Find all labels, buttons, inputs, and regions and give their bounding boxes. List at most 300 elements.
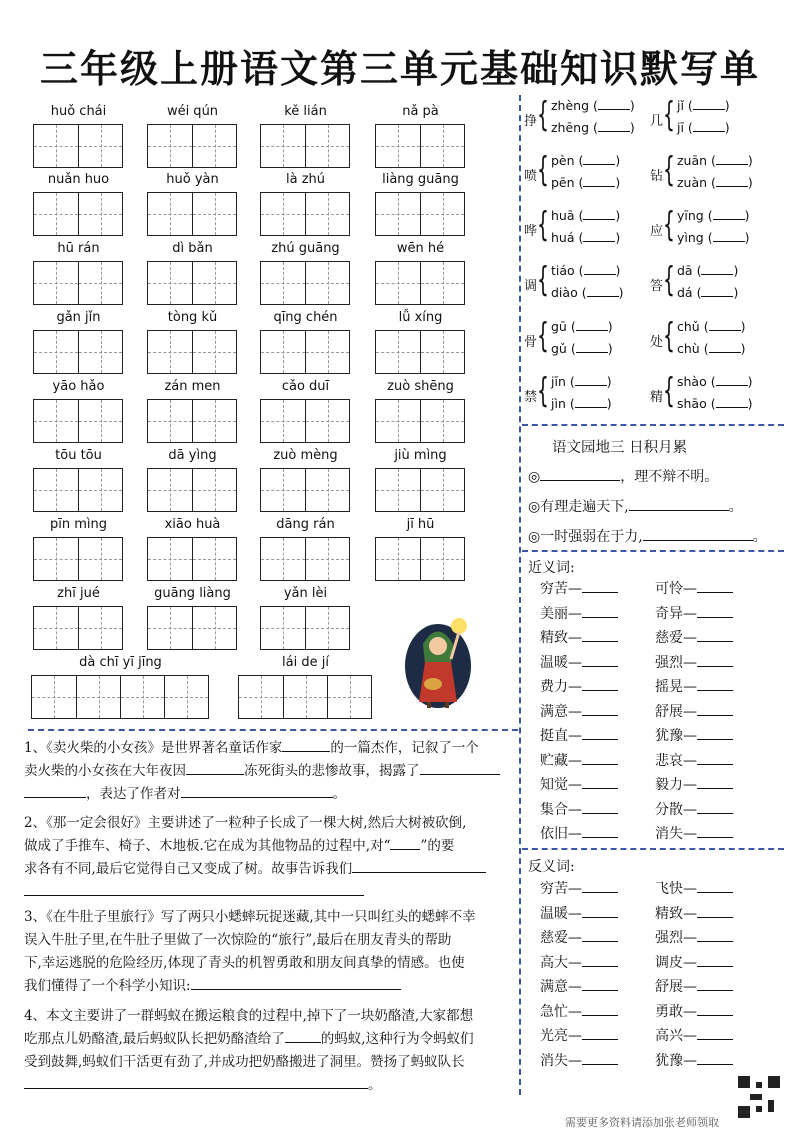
q1-text: 冻死街头的悲惨故事，揭露了 — [244, 763, 420, 779]
writing-cell[interactable] — [305, 125, 349, 167]
answer-blank[interactable] — [582, 677, 618, 691]
writing-cell[interactable] — [148, 400, 192, 442]
word-pair — [655, 976, 733, 996]
answer-blank[interactable] — [582, 1002, 618, 1016]
answer-blank[interactable] — [693, 97, 725, 110]
character-cells — [33, 399, 123, 443]
word-pair — [540, 652, 618, 672]
pinyin-label: dā yìng — [168, 448, 217, 463]
answer-blank[interactable] — [285, 1028, 321, 1043]
word-label: 费力— — [540, 679, 582, 695]
answer-blank[interactable] — [420, 760, 500, 775]
reading-row: gǔ ( ) — [551, 341, 613, 356]
reading-row: huā ( ) — [551, 208, 621, 223]
answer-blank[interactable] — [697, 977, 733, 991]
answer-blank[interactable] — [709, 340, 741, 353]
reading-row: chǔ ( ) — [677, 319, 746, 334]
writing-cell[interactable] — [420, 400, 464, 442]
writing-cell[interactable] — [420, 125, 464, 167]
answer-blank[interactable] — [697, 904, 733, 918]
pinyin-label: zuò shēng — [387, 379, 454, 394]
writing-cell[interactable] — [376, 125, 420, 167]
writing-cell[interactable] — [376, 262, 420, 304]
writing-cell[interactable] — [305, 400, 349, 442]
word-label: 高兴— — [655, 1028, 697, 1044]
answer-blank[interactable] — [697, 677, 733, 691]
answer-blank[interactable] — [697, 726, 733, 740]
writing-cell[interactable] — [78, 125, 122, 167]
writing-cell[interactable] — [327, 676, 371, 718]
reading-pinyin: zuān ( — [677, 153, 716, 168]
answer-blank[interactable] — [582, 726, 618, 740]
answer-blank[interactable] — [582, 953, 618, 967]
word-pair — [655, 1025, 733, 1045]
reading-row: pèn ( ) — [551, 153, 621, 168]
answer-blank[interactable] — [576, 318, 608, 331]
word-pair — [540, 627, 618, 647]
character-cells — [375, 399, 465, 443]
answer-blank[interactable] — [697, 824, 733, 838]
word-label: 集合— — [540, 801, 582, 818]
writing-cell[interactable] — [148, 331, 192, 373]
brace-icon: { — [663, 205, 675, 245]
answer-blank[interactable] — [582, 904, 618, 918]
writing-cell[interactable] — [261, 125, 305, 167]
garden-text: ◎有理走遍天下, — [528, 499, 629, 515]
reading-row: gū ( ) — [551, 319, 613, 334]
writing-cell[interactable] — [34, 400, 78, 442]
character-cells — [260, 468, 350, 512]
word-pair — [655, 652, 733, 672]
character-cells — [260, 399, 350, 443]
answer-blank[interactable] — [583, 207, 615, 220]
character-cells — [260, 606, 350, 650]
answer-blank[interactable] — [697, 702, 733, 716]
answer-blank[interactable] — [693, 119, 725, 132]
answer-blank[interactable] — [186, 760, 244, 775]
q2-text: 求各有不同,最后它觉得自己又变成了树。故事告诉我们 — [24, 861, 353, 877]
writing-cell[interactable] — [192, 400, 236, 442]
writing-cell[interactable] — [78, 331, 122, 373]
q4-text: 受到鼓舞,蚂蚁们干活更有劲了,并成功把奶酪搬进了洞里。赞扬了蚂蚁队长 — [24, 1054, 465, 1070]
reading-pinyin: zhèng ( — [551, 98, 598, 113]
writing-cell[interactable] — [283, 676, 327, 718]
synonyms-heading: 近义词: — [528, 560, 575, 576]
writing-cell[interactable] — [376, 193, 420, 235]
word-pair — [540, 952, 618, 972]
writing-cell[interactable] — [192, 331, 236, 373]
answer-blank[interactable] — [24, 881, 364, 896]
question-3 — [24, 906, 516, 998]
character-cells — [260, 330, 350, 374]
reading-pinyin: dā ( — [677, 263, 702, 278]
word-pair — [655, 1050, 733, 1070]
answer-blank[interactable] — [582, 1051, 618, 1065]
character-cells — [238, 675, 372, 719]
pinyin-label: pīn mìng — [49, 517, 107, 532]
word-label: 犹豫— — [655, 1052, 697, 1069]
pinyin-label: qīng chén — [273, 310, 338, 325]
answer-blank[interactable] — [701, 262, 733, 275]
word-pair — [540, 799, 618, 819]
word-pair — [655, 676, 733, 696]
polyphone-char: 喷 — [524, 169, 538, 184]
writing-cell[interactable] — [376, 331, 420, 373]
writing-cell[interactable] — [261, 607, 305, 649]
writing-cell[interactable] — [32, 676, 76, 718]
answer-blank[interactable] — [587, 284, 619, 297]
character-cells — [375, 330, 465, 374]
answer-blank[interactable] — [716, 174, 748, 187]
writing-cell[interactable] — [120, 676, 164, 718]
writing-cell[interactable] — [420, 469, 464, 511]
answer-blank[interactable] — [24, 783, 86, 798]
qr-code-icon — [738, 1076, 780, 1118]
character-cells — [147, 468, 237, 512]
writing-cell[interactable] — [34, 469, 78, 511]
writing-cell[interactable] — [261, 469, 305, 511]
writing-cell[interactable] — [261, 193, 305, 235]
writing-cell[interactable] — [239, 676, 283, 718]
word-label: 光亮— — [540, 1028, 582, 1044]
answer-blank[interactable] — [716, 395, 748, 408]
writing-cell[interactable] — [420, 331, 464, 373]
writing-cell[interactable] — [376, 469, 420, 511]
word-label: 知觉— — [540, 777, 582, 793]
word-pair — [540, 823, 618, 843]
answer-blank[interactable] — [716, 152, 748, 165]
writing-cell[interactable] — [148, 262, 192, 304]
word-label: 依旧— — [540, 826, 582, 842]
writing-cell[interactable] — [305, 262, 349, 304]
writing-cell[interactable] — [420, 193, 464, 235]
word-pair — [540, 725, 618, 745]
writing-cell[interactable] — [376, 400, 420, 442]
page-title: 三年级上册语文第三单元基础知识默写单 — [39, 47, 760, 91]
reading-row: shāo ( ) — [677, 396, 753, 411]
pinyin-label: tōu tōu — [55, 448, 102, 463]
answer-blank[interactable] — [582, 579, 618, 593]
reading-pinyin: dá ( — [677, 285, 702, 300]
word-pair — [540, 927, 618, 947]
answer-blank[interactable] — [697, 1002, 733, 1016]
brace-icon: { — [537, 205, 549, 245]
writing-cell[interactable] — [261, 262, 305, 304]
writing-cell[interactable] — [34, 331, 78, 373]
answer-blank[interactable] — [697, 953, 733, 967]
word-pair — [540, 1025, 618, 1045]
answer-blank[interactable] — [598, 119, 630, 132]
pinyin-label: liàng guāng — [382, 172, 459, 187]
answer-blank[interactable] — [629, 496, 729, 511]
character-cells — [375, 261, 465, 305]
writing-cell[interactable] — [420, 538, 464, 580]
word-label: 精致— — [655, 905, 697, 922]
q1-text: 。 — [332, 786, 346, 802]
writing-cell[interactable] — [305, 607, 349, 649]
answer-blank[interactable] — [697, 879, 733, 893]
writing-cell[interactable] — [192, 607, 236, 649]
word-label: 调皮— — [655, 954, 697, 971]
reading-row: dā ( ) — [677, 263, 739, 278]
writing-cell[interactable] — [305, 538, 349, 580]
brace-icon: { — [663, 316, 675, 356]
word-label: 温暖— — [540, 654, 582, 671]
writing-cell[interactable] — [305, 469, 349, 511]
answer-blank[interactable] — [582, 1026, 618, 1040]
polyphone-char: 应 — [650, 224, 664, 239]
reading-row: yīng ( ) — [677, 208, 750, 223]
q1-text: 卖火柴的小女孩在大年夜因 — [24, 763, 186, 779]
answer-blank[interactable] — [697, 1051, 733, 1065]
question-2 — [24, 812, 516, 904]
writing-cell[interactable] — [148, 538, 192, 580]
answer-blank[interactable] — [697, 800, 733, 814]
character-cells — [147, 537, 237, 581]
q3-text: 误入牛肚子里,在牛肚子里做了一次惊险的“旅行”,最后在朋友青头的帮助 — [24, 932, 452, 948]
answer-blank[interactable] — [584, 262, 616, 275]
reading-pinyin: jìn ( — [551, 396, 575, 411]
reading-pinyin: shāo ( — [677, 396, 716, 411]
antonyms-heading: 反义词: — [528, 859, 575, 875]
q1-text: 的一篇杰作，记叙了一个 — [330, 740, 479, 756]
word-label: 毅力— — [655, 777, 697, 793]
answer-blank[interactable] — [583, 229, 615, 242]
pinyin-label: yāo hǎo — [52, 379, 105, 394]
q3-text: 下,幸运逃脱的危险经历,体现了青头的机智勇敢和朋友间真挚的情感。也使 — [24, 955, 465, 971]
word-label: 悲哀— — [655, 752, 697, 769]
word-label: 消失— — [655, 826, 697, 842]
answer-blank[interactable] — [582, 775, 618, 789]
brace-icon: { — [663, 371, 675, 411]
answer-blank[interactable] — [697, 751, 733, 765]
answer-blank[interactable] — [582, 604, 618, 618]
answer-blank[interactable] — [575, 395, 607, 408]
character-cells — [260, 192, 350, 236]
word-pair — [655, 725, 733, 745]
brace-icon: { — [663, 260, 675, 300]
writing-cell[interactable] — [192, 193, 236, 235]
answer-blank[interactable] — [713, 229, 745, 242]
writing-cell[interactable] — [34, 262, 78, 304]
writing-cell[interactable] — [376, 538, 420, 580]
polyphone-char: 骨 — [524, 335, 538, 350]
polyphone-char: 哗 — [524, 224, 538, 239]
writing-cell[interactable] — [148, 193, 192, 235]
brace-icon: { — [663, 95, 675, 135]
word-label: 舒展— — [655, 979, 697, 995]
polyphone-char: 几 — [650, 114, 664, 129]
character-cells — [147, 261, 237, 305]
writing-cell[interactable] — [192, 125, 236, 167]
pinyin-label: dāng rán — [276, 517, 335, 532]
polyphone-char: 挣 — [524, 114, 538, 129]
writing-cell[interactable] — [148, 607, 192, 649]
answer-blank[interactable] — [582, 928, 618, 942]
character-cells — [260, 537, 350, 581]
writing-cell[interactable] — [78, 400, 122, 442]
writing-cell[interactable] — [261, 538, 305, 580]
match-girl-illustration — [403, 604, 473, 709]
pinyin-label: lǚ xíng — [398, 310, 443, 325]
word-pair — [655, 774, 733, 794]
q2-text: 2、《那一定会很好》主要讲述了一粒种子长成了一棵大树,然后大树被砍倒, — [24, 815, 467, 831]
writing-cell[interactable] — [34, 538, 78, 580]
answer-blank[interactable] — [582, 824, 618, 838]
reading-pinyin: tiáo ( — [551, 263, 584, 278]
word-pair — [655, 799, 733, 819]
answer-blank[interactable] — [181, 783, 333, 798]
answer-blank[interactable] — [582, 653, 618, 667]
answer-blank[interactable] — [582, 800, 618, 814]
answer-blank[interactable] — [582, 879, 618, 893]
word-pair — [540, 774, 618, 794]
answer-blank[interactable] — [582, 751, 618, 765]
reading-row: jī ( ) — [677, 120, 730, 135]
writing-cell[interactable] — [305, 331, 349, 373]
pinyin-label: zhú guāng — [271, 241, 340, 256]
answer-blank[interactable] — [713, 207, 745, 220]
reading-pinyin: chù ( — [677, 341, 709, 356]
word-pair — [540, 1050, 618, 1070]
pinyin-label: lái de jí — [282, 655, 329, 670]
writing-cell[interactable] — [192, 469, 236, 511]
writing-cell[interactable] — [78, 607, 122, 649]
answer-blank[interactable] — [643, 526, 753, 541]
reading-pinyin: jī ( — [677, 120, 693, 135]
answer-blank[interactable] — [282, 737, 330, 752]
answer-blank[interactable] — [598, 97, 630, 110]
answer-blank[interactable] — [701, 284, 733, 297]
character-cells — [33, 537, 123, 581]
writing-cell[interactable] — [305, 193, 349, 235]
writing-cell[interactable] — [78, 538, 122, 580]
word-pair — [655, 1001, 733, 1021]
answer-blank[interactable] — [697, 604, 733, 618]
character-cells — [260, 124, 350, 168]
answer-blank[interactable] — [583, 152, 615, 165]
pinyin-label: dì bǎn — [172, 241, 213, 256]
word-pair — [540, 976, 618, 996]
reading-pinyin: chǔ ( — [677, 319, 709, 334]
answer-blank[interactable] — [697, 653, 733, 667]
q4-text: 。 — [368, 1077, 382, 1093]
answer-blank[interactable] — [582, 702, 618, 716]
word-label: 穷苦— — [540, 881, 582, 897]
word-label: 慈爱— — [540, 930, 582, 946]
bullet: ◎ — [528, 469, 541, 485]
word-pair — [540, 878, 618, 898]
answer-blank[interactable] — [583, 174, 615, 187]
writing-cell[interactable] — [148, 125, 192, 167]
writing-cell[interactable] — [261, 400, 305, 442]
answer-blank[interactable] — [697, 1026, 733, 1040]
reading-pinyin: yìng ( — [677, 230, 713, 245]
answer-blank[interactable] — [582, 628, 618, 642]
word-label: 穷苦— — [540, 581, 582, 597]
polyphone-char: 精 — [650, 390, 664, 405]
word-pair — [540, 701, 618, 721]
writing-cell[interactable] — [76, 676, 120, 718]
garden-text: ◎一时强弱在于力, — [528, 529, 643, 545]
word-label: 挺直— — [540, 728, 582, 744]
writing-cell[interactable] — [192, 262, 236, 304]
reading-row: chù ( ) — [677, 341, 746, 356]
word-pair — [655, 823, 733, 843]
polyphone-char: 调 — [524, 279, 538, 294]
writing-cell[interactable] — [261, 331, 305, 373]
answer-blank[interactable] — [352, 858, 486, 873]
answer-blank[interactable] — [576, 340, 608, 353]
q3-text: 我们懂得了一个科学小知识: — [24, 978, 191, 994]
pinyin-label: dà chī yī jīng — [79, 655, 162, 670]
pinyin-label: wēn hé — [396, 241, 445, 256]
brace-icon: { — [537, 150, 549, 190]
character-cells — [33, 330, 123, 374]
writing-cell[interactable] — [148, 469, 192, 511]
writing-cell[interactable] — [78, 262, 122, 304]
writing-cell[interactable] — [34, 125, 78, 167]
brace-icon: { — [537, 95, 549, 135]
q2-text: ”的要 — [420, 838, 455, 854]
word-label: 奇异— — [655, 605, 697, 622]
section-divider — [522, 848, 784, 850]
character-cells — [260, 261, 350, 305]
character-cells — [147, 330, 237, 374]
q1-text: 1、《卖火柴的小女孩》是世界著名童话作家 — [24, 740, 283, 756]
writing-cell[interactable] — [78, 469, 122, 511]
character-cells — [147, 124, 237, 168]
garden-text: ，理不辩不明。 — [620, 469, 719, 485]
answer-blank[interactable] — [697, 928, 733, 942]
q2-text: 做成了手推车、椅子、木地板.它在成为其他物品的过程中,对“ — [24, 838, 391, 854]
reading-pinyin: gū ( — [551, 319, 576, 334]
writing-cell[interactable] — [34, 607, 78, 649]
answer-blank[interactable] — [697, 775, 733, 789]
writing-cell[interactable] — [34, 193, 78, 235]
answer-blank[interactable] — [575, 373, 607, 386]
answer-blank[interactable] — [697, 628, 733, 642]
writing-cell[interactable] — [420, 262, 464, 304]
writing-cell[interactable] — [164, 676, 208, 718]
reading-pinyin: gǔ ( — [551, 341, 576, 356]
character-cells — [375, 124, 465, 168]
answer-blank[interactable] — [540, 466, 620, 481]
pinyin-label: jī hū — [406, 517, 435, 532]
column-divider — [519, 95, 521, 1095]
pinyin-label: yǎn lèi — [283, 586, 328, 601]
answer-blank[interactable] — [716, 373, 748, 386]
pinyin-label: nuǎn huo — [47, 172, 110, 187]
writing-cell[interactable] — [192, 538, 236, 580]
answer-blank[interactable] — [709, 318, 741, 331]
word-pair — [540, 578, 618, 598]
q4-text: 吃那点儿奶酪渣,最后蚂蚁队长把奶酪渣给了 — [24, 1031, 285, 1047]
answer-blank[interactable] — [390, 835, 420, 850]
pinyin-label: huǒ yàn — [166, 172, 219, 187]
word-pair — [540, 750, 618, 770]
word-label: 慈爱— — [655, 630, 697, 646]
reading-row: tiáo ( ) — [551, 263, 621, 278]
answer-blank[interactable] — [24, 1074, 368, 1089]
section-divider — [28, 729, 518, 731]
writing-cell[interactable] — [78, 193, 122, 235]
polyphone-char: 处 — [650, 335, 664, 350]
answer-blank[interactable] — [191, 975, 401, 990]
answer-blank[interactable] — [697, 579, 733, 593]
pinyin-label: zán men — [164, 379, 221, 394]
answer-blank[interactable] — [582, 977, 618, 991]
